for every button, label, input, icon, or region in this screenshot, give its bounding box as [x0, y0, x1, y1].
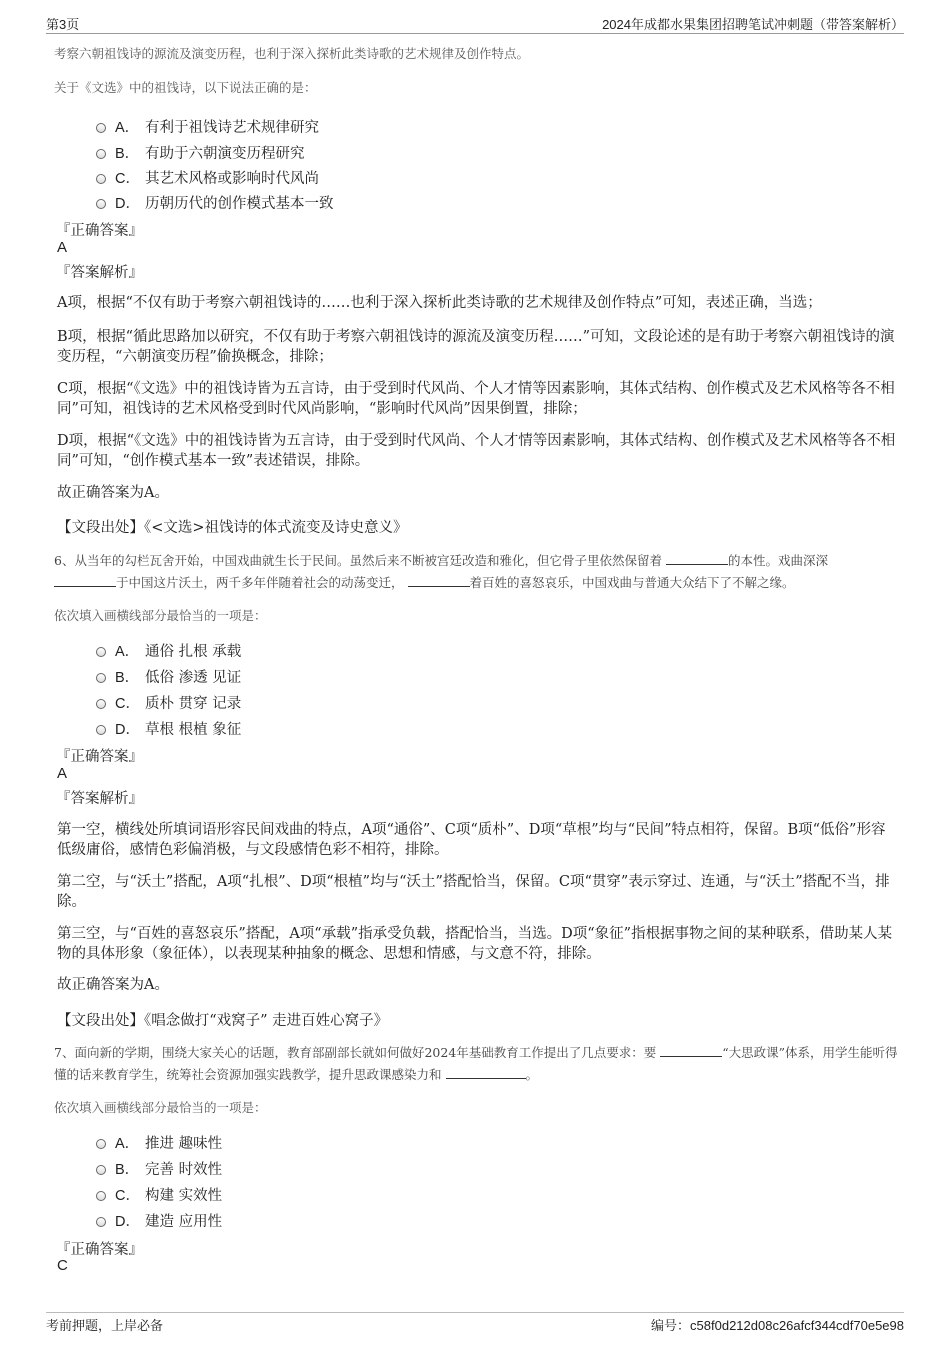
q5-answer-label: 『正确答案』 [56, 223, 143, 239]
q6-analysis-label: 『答案解析』 [56, 791, 143, 807]
q6-source: 【文段出处】《唱念做打“戏窝子” 走进百姓心窝子》 [57, 1013, 389, 1029]
document-title: 2024年成都水果集团招聘笔试冲刺题（带答案解析） [602, 17, 904, 32]
page-number: 第3页 [46, 17, 80, 32]
radio-icon[interactable] [96, 1217, 106, 1227]
blank-line [408, 575, 470, 587]
q5-prompt: 关于《文选》中的祖饯诗，以下说法正确的是： [54, 80, 317, 95]
q6-option-d[interactable]: D． 草根 根植 象征 [96, 718, 241, 739]
q5-stem-tail: 考察六朝祖饯诗的源流及演变历程，也利于深入探析此类诗歌的艺术规律及创作特点。 [54, 46, 530, 61]
q7-option-a[interactable]: A． 推进 趣味性 [96, 1132, 222, 1153]
q5-analysis-c: C项，根据“《文选》中的祖饯诗皆为五言诗，由于受到时代风尚、个人才情等因素影响，其体式结构、创作模式及艺术风格等各不相同”可知，祖饯诗的艺术风格受到时代风尚影响，“影响时代风尚”因果倒置，排除； [57, 381, 895, 417]
q6-analysis-3: 第三空，与“百姓的喜怒哀乐”搭配，A项“承载”指承受负载，搭配恰当，当选。D项“象征”指根据事物之间的某种联系，借助某人某物的具体形象（象征体），以表现某种抽象的概念、思想和情感，与文意不符，排除。 [57, 926, 893, 962]
q5-analysis-a: A项，根据“不仅有助于考察六朝祖饯诗的……也利于深入探析此类诗歌的艺术规律及创作特点”可知，表述正确，当选； [57, 295, 822, 311]
blank-line [446, 1067, 526, 1079]
q5-option-d[interactable]: D． 历朝历代的创作模式基本一致 [96, 192, 334, 213]
q6-stem: 6、从当年的勾栏瓦舍开始，中国戏曲就生长于民间。虽然后来不断被宫廷改造和雅化，但它骨子里依然保留着 的本性。戏曲深深 于中国这片沃土，两千多年伴随着社会的动荡变迁， 着百姓的喜怒哀乐，中国戏曲与普通大众结下了不解之缘。 [54, 553, 828, 590]
q7-option-b[interactable]: B． 完善 时效性 [96, 1158, 222, 1179]
q5-analysis-label: 『答案解析』 [56, 265, 143, 281]
radio-icon[interactable] [96, 199, 106, 209]
radio-icon[interactable] [96, 1139, 106, 1149]
q6-option-c[interactable]: C． 质朴 贯穿 记录 [96, 692, 241, 713]
q6-answer-label: 『正确答案』 [56, 749, 143, 765]
q7-prompt: 依次填入画横线部分最恰当的一项是： [54, 1100, 267, 1115]
q5-answer: A [57, 239, 68, 256]
q6-answer: A [57, 765, 68, 782]
q6-analysis-1: 第一空，横线处所填词语形容民间戏曲的特点，A项“通俗”、C项“质朴”、D项“草根”均与“民间”特点相符，保留。B项“低俗”形容低级庸俗，感情色彩偏消极，与文段感情色彩不相符，排除。 [57, 822, 886, 858]
q5-analysis-d: D项，根据“《文选》中的祖饯诗皆为五言诗，由于受到时代风尚、个人才情等因素影响，其体式结构、创作模式及艺术风格等各不相同”可知，“创作模式基本一致”表述错误，排除。 [57, 433, 896, 469]
q5-conclusion: 故正确答案为A。 [57, 485, 169, 501]
footer-slogan: 考前押题，上岸必备 [46, 1318, 164, 1333]
radio-icon[interactable] [96, 174, 106, 184]
radio-icon[interactable] [96, 647, 106, 657]
radio-icon[interactable] [96, 725, 106, 735]
q7-stem: 7、面向新的学期，围绕大家关心的话题，教育部副部长就如何做好2024年基础教育工作提出了几点要求：要 “大思政课”体系，用学生能听得懂的话来教育学生，统筹社会资源加强实践教学，提升思政课感染力和 。 [54, 1045, 898, 1082]
q5-option-a[interactable]: A． 有利于祖饯诗艺术规律研究 [96, 116, 319, 137]
q7-option-c[interactable]: C． 构建 实效性 [96, 1184, 222, 1205]
q6-conclusion: 故正确答案为A。 [57, 977, 169, 993]
q5-analysis-b: B项，根据“循此思路加以研究，不仅有助于考察六朝祖饯诗的源流及演变历程……”可知，文段论述的是有助于考察六朝祖饯诗的演变历程，“六朝演变历程”偷换概念，排除； [57, 329, 895, 365]
q6-option-b[interactable]: B． 低俗 渗透 见证 [96, 666, 241, 687]
radio-icon[interactable] [96, 149, 106, 159]
blank-line [54, 575, 116, 587]
q5-source: 【文段出处】《<文选>祖饯诗的体式流变及诗史意义》 [57, 520, 408, 536]
radio-icon[interactable] [96, 1191, 106, 1201]
q6-option-a[interactable]: A． 通俗 扎根 承载 [96, 640, 241, 661]
page-header [46, 12, 904, 34]
q6-prompt: 依次填入画横线部分最恰当的一项是： [54, 608, 267, 623]
radio-icon[interactable] [96, 673, 106, 683]
radio-icon[interactable] [96, 123, 106, 133]
document-id: 编号：c58f0d212d08c26afcf344cdf70e5e98 [651, 1318, 904, 1333]
blank-line [666, 553, 728, 565]
q5-option-c[interactable]: C． 其艺术风格或影响时代风尚 [96, 167, 319, 188]
q7-answer-label: 『正确答案』 [56, 1242, 143, 1258]
radio-icon[interactable] [96, 699, 106, 709]
q6-analysis-2: 第二空，与“沃土”搭配，A项“扎根”、D项“根植”均与“沃土”搭配恰当，保留。C项“贯穿”表示穿过、连通，与“沃土”搭配不当，排除。 [57, 874, 890, 910]
blank-line [660, 1045, 722, 1057]
q5-option-b[interactable]: B． 有助于六朝演变历程研究 [96, 142, 305, 163]
radio-icon[interactable] [96, 1165, 106, 1175]
q7-option-d[interactable]: D． 建造 应用性 [96, 1210, 222, 1231]
q7-answer: C [57, 1257, 68, 1274]
page-footer [46, 1312, 904, 1336]
